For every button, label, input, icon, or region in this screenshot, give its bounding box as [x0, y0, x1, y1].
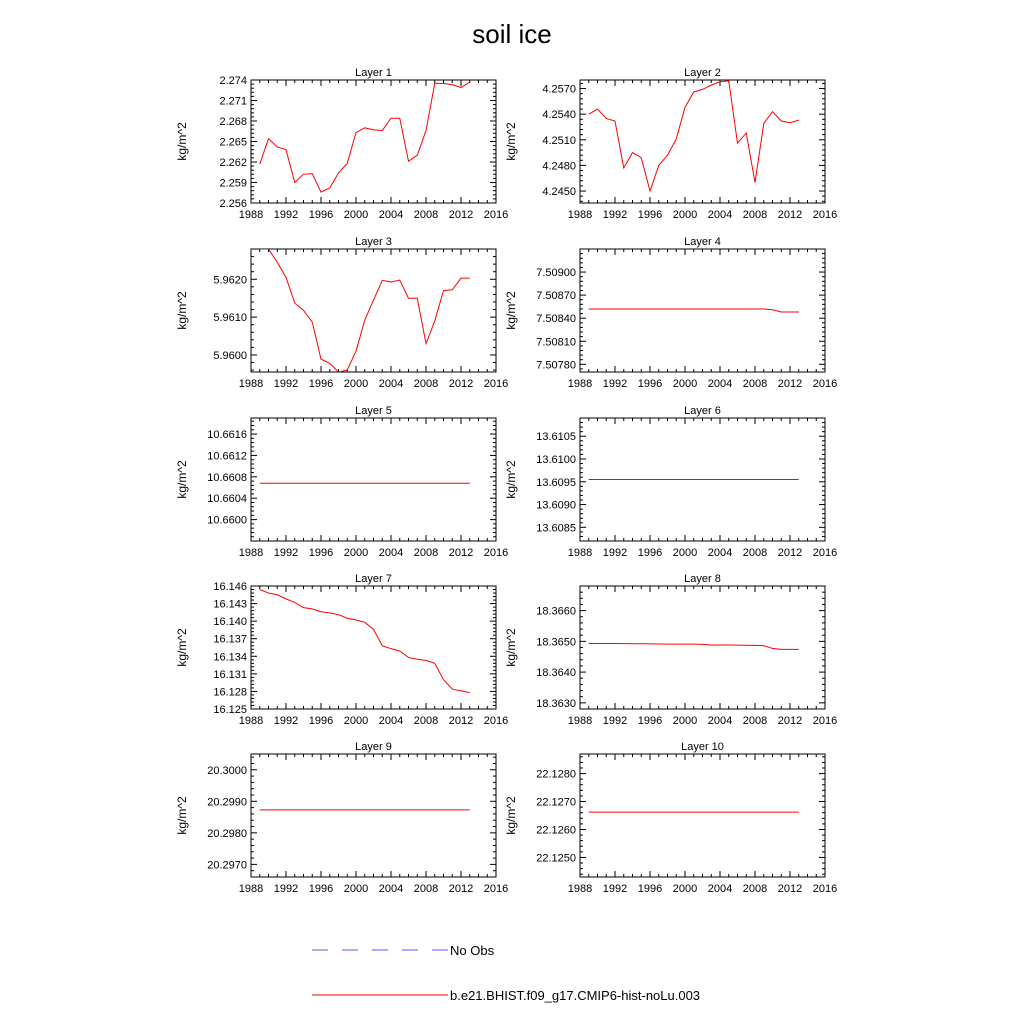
x-tick-label: 1996	[637, 715, 663, 727]
y-tick-label: 13.6085	[536, 522, 576, 535]
x-tick-label: 2008	[742, 547, 768, 559]
panel-layer-2	[504, 67, 837, 221]
x-tick-label: 2012	[448, 715, 474, 727]
y-tick-label: 7.50900	[536, 267, 576, 280]
x-tick-label: 2000	[343, 883, 369, 895]
legend-model-label: b.e21.BHIST.f09_g17.CMIP6-hist-noLu.003	[450, 988, 701, 1003]
x-tick-label: 2012	[448, 883, 474, 895]
panel-title: Layer 4	[684, 236, 721, 248]
y-tick-label: 22.1250	[536, 852, 576, 865]
x-tick-label: 1996	[308, 209, 334, 221]
x-tick-label: 2004	[378, 715, 404, 727]
x-tick-label: 2016	[812, 378, 838, 390]
x-tick-label: 1996	[308, 883, 334, 895]
x-tick-label: 1988	[567, 378, 593, 390]
panel-title: Layer 10	[681, 741, 724, 753]
y-tick-label: 2.274	[219, 75, 247, 87]
x-tick-label: 1992	[273, 547, 299, 559]
y-tick-label: 13.6090	[536, 499, 576, 512]
x-tick-label: 1996	[637, 883, 663, 895]
y-tick-label: 16.128	[213, 686, 247, 699]
x-tick-label: 2012	[777, 715, 803, 727]
plot-frame	[580, 249, 825, 372]
y-tick-label: 7.50810	[536, 336, 576, 349]
x-tick-label: 2000	[672, 547, 698, 559]
y-tick-label: 18.3630	[536, 697, 576, 710]
y-tick-label: 2.268	[219, 116, 247, 128]
x-tick-label: 2000	[672, 378, 698, 390]
y-tick-label: 18.3650	[536, 636, 576, 649]
x-tick-label: 1992	[602, 209, 628, 221]
x-tick-label: 1988	[567, 209, 593, 221]
x-tick-label: 1996	[308, 715, 334, 727]
panel-title: Layer 6	[684, 405, 721, 417]
x-tick-label: 2004	[707, 378, 733, 390]
x-tick-label: 2008	[413, 209, 439, 221]
x-tick-label: 2016	[812, 209, 838, 221]
x-tick-label: 1988	[238, 883, 264, 895]
series-line-model	[589, 81, 799, 191]
y-tick-label: 7.50870	[536, 290, 576, 303]
y-tick-label: 4.2570	[542, 83, 576, 96]
plot-frame	[580, 80, 825, 203]
x-tick-label: 2004	[378, 209, 404, 221]
x-tick-label: 2004	[378, 547, 404, 559]
x-tick-label: 2004	[378, 883, 404, 895]
x-tick-label: 2008	[742, 883, 768, 895]
y-tick-label: 7.50840	[536, 313, 576, 326]
y-tick-label: 16.137	[213, 633, 247, 646]
x-tick-label: 2012	[448, 378, 474, 390]
x-tick-label: 2016	[483, 209, 509, 221]
panels	[175, 67, 837, 895]
y-tick-label: 2.256	[219, 198, 247, 210]
y-axis-label: kg/m^2	[504, 122, 518, 161]
y-tick-label: 13.6105	[536, 431, 576, 444]
panel-title: Layer 5	[355, 405, 392, 417]
x-tick-label: 2016	[483, 883, 509, 895]
x-tick-label: 1988	[238, 715, 264, 727]
series-line-model	[589, 644, 799, 650]
y-axis-label: kg/m^2	[175, 628, 189, 667]
x-tick-label: 1988	[238, 209, 264, 221]
y-tick-label: 10.6604	[207, 493, 247, 506]
y-tick-label: 20.2970	[207, 859, 247, 872]
series-line-model	[260, 82, 470, 192]
x-tick-label: 1988	[567, 883, 593, 895]
x-tick-label: 1992	[273, 715, 299, 727]
y-axis-label: kg/m^2	[175, 291, 189, 330]
x-tick-label: 1988	[567, 547, 593, 559]
panel-title: Layer 2	[684, 67, 721, 79]
y-tick-label: 16.143	[213, 598, 247, 611]
x-tick-label: 2004	[707, 209, 733, 221]
x-tick-label: 1996	[308, 378, 334, 390]
x-tick-label: 2012	[448, 547, 474, 559]
x-tick-label: 2004	[707, 547, 733, 559]
y-tick-label: 10.6616	[207, 429, 247, 442]
y-tick-label: 13.6095	[536, 476, 576, 489]
panel-layer-4	[504, 236, 837, 390]
x-tick-label: 2016	[483, 547, 509, 559]
y-tick-label: 10.6600	[207, 514, 247, 527]
y-axis-label: kg/m^2	[504, 796, 518, 835]
plot-frame	[580, 754, 825, 877]
x-tick-label: 2008	[413, 378, 439, 390]
x-tick-label: 1992	[273, 209, 299, 221]
x-tick-label: 1992	[602, 715, 628, 727]
x-tick-label: 2008	[413, 547, 439, 559]
y-tick-label: 2.265	[219, 136, 247, 149]
series-line-model	[260, 590, 470, 693]
legend	[312, 943, 700, 1003]
x-tick-label: 2012	[777, 883, 803, 895]
y-tick-label: 10.6612	[207, 450, 247, 463]
x-tick-label: 2000	[343, 715, 369, 727]
plot-frame	[251, 249, 496, 372]
x-tick-label: 1992	[602, 378, 628, 390]
y-tick-label: 5.9610	[213, 312, 247, 325]
series-line-model	[260, 249, 470, 372]
plot-frame	[251, 418, 496, 541]
y-tick-label: 22.1280	[536, 768, 576, 781]
x-tick-label: 2016	[812, 715, 838, 727]
y-tick-label: 5.9600	[213, 349, 247, 362]
x-tick-label: 2000	[672, 209, 698, 221]
panel-layer-8	[504, 573, 837, 727]
y-tick-label: 4.2480	[542, 160, 576, 173]
x-tick-label: 2008	[413, 883, 439, 895]
x-tick-label: 1988	[567, 715, 593, 727]
y-tick-label: 18.3660	[536, 605, 576, 618]
x-tick-label: 1996	[637, 209, 663, 221]
x-tick-label: 2016	[483, 715, 509, 727]
y-tick-label: 13.6100	[536, 454, 576, 466]
y-axis-label: kg/m^2	[175, 122, 189, 161]
y-tick-label: 20.2980	[207, 827, 247, 840]
y-tick-label: 16.146	[213, 581, 247, 593]
x-tick-label: 2004	[378, 378, 404, 390]
panel-layer-1	[175, 67, 508, 221]
x-tick-label: 2004	[707, 715, 733, 727]
x-tick-label: 1996	[637, 378, 663, 390]
x-tick-label: 1988	[238, 547, 264, 559]
y-tick-label: 16.131	[213, 668, 247, 681]
x-tick-label: 2000	[343, 547, 369, 559]
x-tick-label: 2012	[777, 378, 803, 390]
x-tick-label: 1992	[602, 883, 628, 895]
plot-frame	[251, 754, 496, 877]
panel-layer-3	[175, 236, 508, 390]
panel-title: Layer 7	[355, 573, 392, 585]
plot-frame	[251, 80, 496, 203]
x-tick-label: 2000	[672, 883, 698, 895]
panel-layer-5	[175, 405, 508, 559]
x-tick-label: 2016	[483, 378, 509, 390]
figure-title: soil ice	[472, 19, 552, 49]
series-line-model	[589, 309, 799, 312]
plot-frame	[580, 586, 825, 709]
x-tick-label: 2016	[812, 547, 838, 559]
y-axis-label: kg/m^2	[175, 796, 189, 835]
panel-layer-10	[504, 741, 837, 895]
y-tick-label: 22.1260	[536, 824, 576, 837]
panel-layer-7	[175, 573, 508, 727]
y-tick-label: 5.9620	[213, 274, 247, 287]
panel-title: Layer 1	[355, 67, 392, 79]
x-tick-label: 1996	[637, 547, 663, 559]
panel-title: Layer 9	[355, 741, 392, 753]
y-tick-label: 7.50780	[536, 359, 576, 372]
x-tick-label: 2004	[707, 883, 733, 895]
x-tick-label: 1992	[602, 547, 628, 559]
y-tick-label: 20.3000	[207, 764, 247, 777]
x-tick-label: 2000	[343, 378, 369, 390]
x-tick-label: 2008	[742, 715, 768, 727]
y-tick-label: 20.2990	[207, 796, 247, 809]
y-tick-label: 16.134	[213, 651, 247, 664]
x-tick-label: 1996	[308, 547, 334, 559]
x-tick-label: 2012	[448, 209, 474, 221]
y-tick-label: 4.2510	[542, 134, 576, 147]
x-tick-label: 2012	[777, 209, 803, 221]
y-axis-label: kg/m^2	[504, 628, 518, 667]
y-tick-label: 4.2540	[542, 109, 576, 122]
x-tick-label: 2008	[742, 378, 768, 390]
y-tick-label: 16.140	[213, 616, 247, 629]
y-tick-label: 18.3640	[536, 667, 576, 680]
y-tick-label: 22.1270	[536, 796, 576, 809]
legend-obs-label: No Obs	[450, 943, 495, 958]
y-axis-label: kg/m^2	[504, 291, 518, 330]
panel-title: Layer 3	[355, 236, 392, 248]
y-tick-label: 2.271	[219, 95, 247, 108]
x-tick-label: 2000	[672, 715, 698, 727]
x-tick-label: 2000	[343, 209, 369, 221]
x-tick-label: 2008	[413, 715, 439, 727]
x-tick-label: 1988	[238, 378, 264, 390]
x-tick-label: 2016	[812, 883, 838, 895]
y-axis-label: kg/m^2	[504, 460, 518, 499]
y-tick-label: 4.2450	[542, 186, 576, 199]
y-tick-label: 10.6608	[207, 471, 247, 484]
x-tick-label: 2008	[742, 209, 768, 221]
x-tick-label: 1992	[273, 378, 299, 390]
x-tick-label: 2012	[777, 547, 803, 559]
panel-title: Layer 8	[684, 573, 721, 585]
panel-layer-6	[504, 405, 837, 559]
y-axis-label: kg/m^2	[175, 460, 189, 499]
y-tick-label: 2.259	[219, 177, 247, 190]
y-tick-label: 2.262	[219, 157, 247, 169]
y-tick-label: 16.125	[213, 704, 247, 716]
panel-layer-9	[175, 741, 508, 895]
x-tick-label: 1992	[273, 883, 299, 895]
